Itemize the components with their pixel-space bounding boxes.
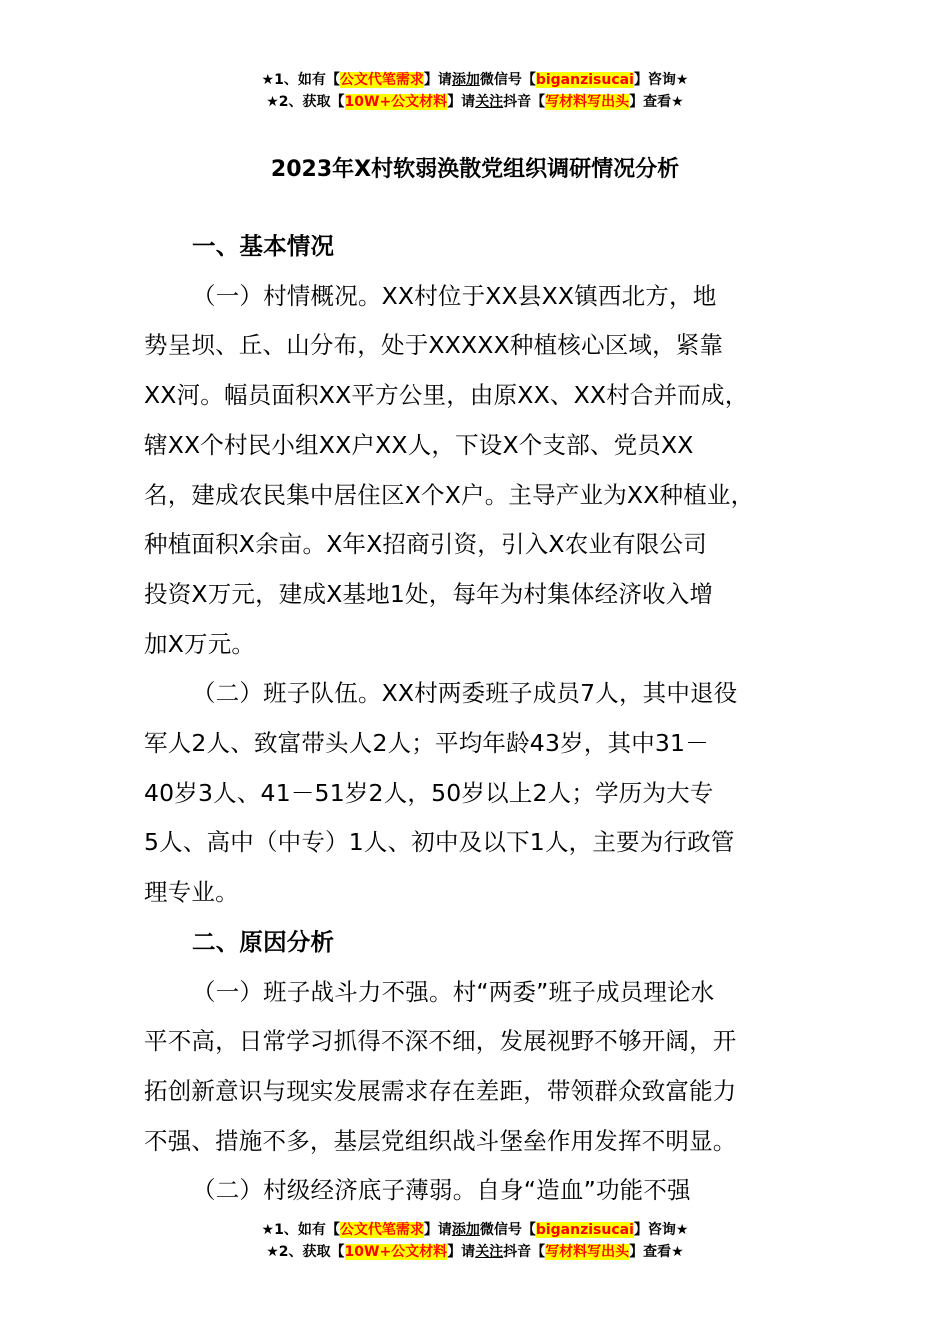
promo-highlight: 写材料写出头 [545, 1244, 630, 1260]
paragraph [144, 669, 834, 918]
text-line: 军人2人、致富带头人2人；平均年龄43岁，其中31－ [144, 729, 709, 758]
promo-text: ★1、如有【 [261, 72, 340, 88]
text-line: 5人、高中（中专）1人、初中及以下1人，主要为行政管 [144, 828, 735, 857]
text-line: 不强、措施不多，基层党组织战斗堡垒作用发挥不明显。 [144, 1126, 737, 1155]
promo-highlight: biganzisucai [535, 1222, 634, 1238]
promo-highlight: biganzisucai [535, 72, 634, 88]
promo-highlight: 写材料写出头 [545, 94, 630, 110]
promo-text: 】请 [447, 94, 476, 110]
promo-text: 】查看★ [629, 94, 684, 110]
promo-text: 】查看★ [629, 1244, 684, 1260]
promo-header [0, 69, 950, 113]
text-line: 理专业。 [144, 878, 239, 907]
promo-text: 】咨询★ [633, 72, 689, 88]
text-line: （二）村级经济底子薄弱。自身“造血”功能不强 [192, 1176, 691, 1205]
promo-highlight: 公文代笔需求 [339, 1222, 424, 1238]
promo-line-1 [0, 69, 950, 91]
promo-underline: 添加 [451, 1222, 480, 1238]
promo-text: 】请 [423, 1222, 452, 1238]
promo-text: 微信号【 [479, 1222, 536, 1238]
promo-text: ★2、获取【 [266, 1244, 345, 1260]
text-line: （一）班子战斗力不强。村“两委”班子成员理论水 [192, 977, 715, 1006]
promo-text: ★2、获取【 [266, 94, 345, 110]
promo-text: 】请 [423, 72, 452, 88]
text-line: 加X万元。 [144, 629, 256, 658]
promo-underline: 关注 [475, 94, 504, 110]
promo-line-2 [0, 91, 950, 113]
promo-text: ★1、如有【 [261, 1222, 340, 1238]
document-title: 2023年X村软弱涣散党组织调研情况分析 [270, 157, 680, 182]
text-line: 40岁3人、41－51岁2人，50岁以上2人；学历为大专 [144, 778, 714, 807]
document-body [144, 222, 834, 1216]
promo-text: 微信号【 [479, 72, 536, 88]
promo-highlight: 10W+公文材料 [344, 1244, 448, 1260]
text-line: XX河。幅员面积XX平方公里，由原XX、XX村合并而成， [144, 381, 749, 410]
text-line: 辖XX个村民小组XX户XX人，下设X个支部、党员XX [144, 430, 694, 459]
promo-underline: 关注 [475, 1244, 504, 1260]
text-line: 拓创新意识与现实发展需求存在差距，带领群众致富能力 [144, 1076, 737, 1105]
promo-underline: 添加 [451, 72, 480, 88]
section-heading: 一、基本情况 [192, 232, 335, 260]
paragraph [144, 1166, 834, 1216]
promo-highlight: 10W+公文材料 [344, 94, 448, 110]
text-line: （二）班子队伍。XX村两委班子成员7人，其中退役 [192, 679, 738, 708]
section-heading: 二、原因分析 [192, 927, 335, 956]
paragraph [144, 272, 834, 670]
text-line: （一）村情概况。XX村位于XX县XX镇西北方，地 [192, 281, 717, 310]
text-line: 势呈坝、丘、山分布，处于XXXXX种植核心区域，紧靠 [144, 331, 724, 360]
text-line: 投资X万元，建成X基地1处，每年为村集体经济收入增 [144, 579, 714, 608]
promo-text: 】请 [447, 1244, 476, 1260]
promo-footer [0, 1219, 950, 1263]
promo-line-2 [0, 1241, 950, 1263]
promo-line-1 [0, 1219, 950, 1241]
promo-text: 抖音【 [503, 1244, 546, 1260]
promo-text: 】咨询★ [633, 1222, 689, 1238]
text-line: 平不高，日常学习抓得不深不细，发展视野不够开阔，开 [144, 1027, 737, 1056]
text-line: 名，建成农民集中居住区X个X户。主导产业为XX种植业， [144, 480, 755, 509]
paragraph [144, 968, 834, 1167]
promo-highlight: 公文代笔需求 [339, 72, 424, 88]
text-line: 种植面积X余亩。X年X招商引资，引入X农业有限公司 [144, 530, 707, 559]
promo-text: 抖音【 [503, 94, 546, 110]
